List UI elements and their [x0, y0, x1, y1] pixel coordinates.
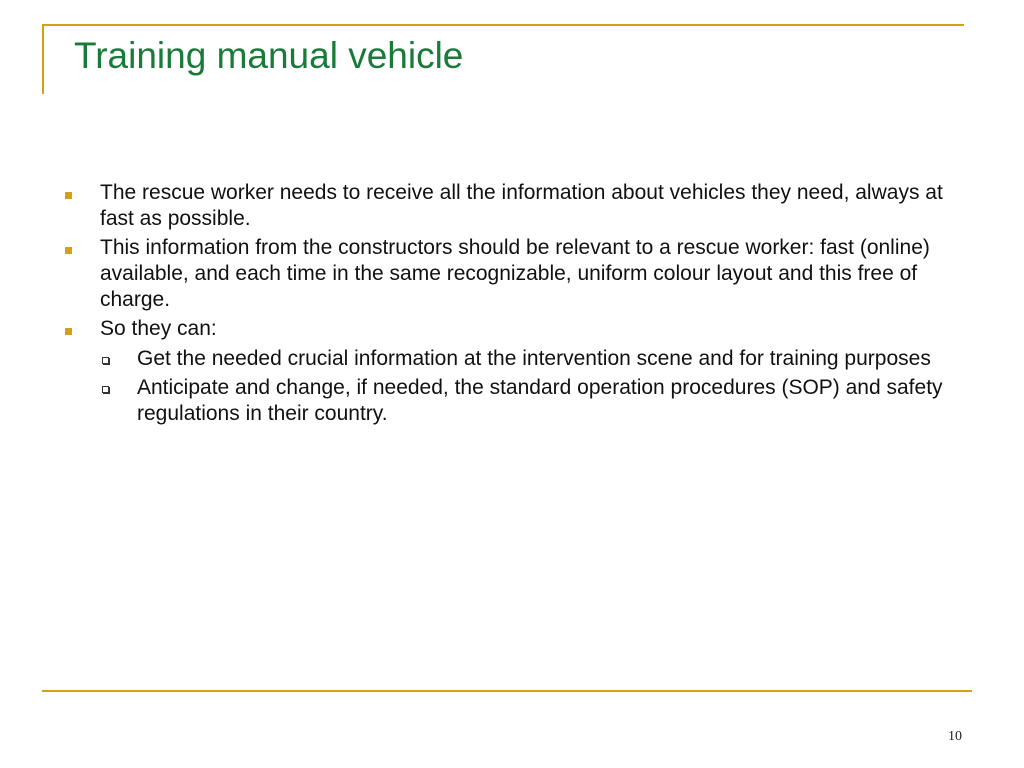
bullet-item [64, 180, 964, 232]
sub-bullet-item [100, 346, 964, 372]
hollow-square-bullet-icon [102, 386, 109, 393]
title-accent-bar [42, 24, 44, 94]
slide-title: Training manual vehicle [74, 35, 464, 76]
bullet-item [64, 316, 964, 427]
bullet-item [64, 235, 964, 313]
bottom-divider-line [42, 690, 972, 692]
page-number: 10 [948, 729, 962, 744]
bullet-text: This information from the constructors should be relevant to a rescue worker: fast (online) available, and each time in the same recognizable, uniform colour layout and this free of charge. [100, 236, 930, 311]
sub-bullet-text: Get the needed crucial information at the intervention scene and for training purposes [137, 347, 931, 370]
bullet-list [64, 180, 964, 427]
square-bullet-icon [65, 247, 72, 254]
hollow-square-bullet-icon [102, 357, 109, 364]
sub-bullet-item [100, 375, 964, 427]
sub-bullet-text: Anticipate and change, if needed, the standard operation procedures (SOP) and safety regulations in their country. [137, 376, 943, 425]
square-bullet-icon [65, 328, 72, 335]
square-bullet-icon [65, 192, 72, 199]
slide-body [64, 180, 964, 430]
top-divider-line [42, 24, 964, 26]
bullet-text: So they can: [100, 317, 217, 340]
sub-bullet-list [100, 346, 964, 427]
bullet-text: The rescue worker needs to receive all the information about vehicles they need, always at fast as possible. [100, 181, 943, 230]
